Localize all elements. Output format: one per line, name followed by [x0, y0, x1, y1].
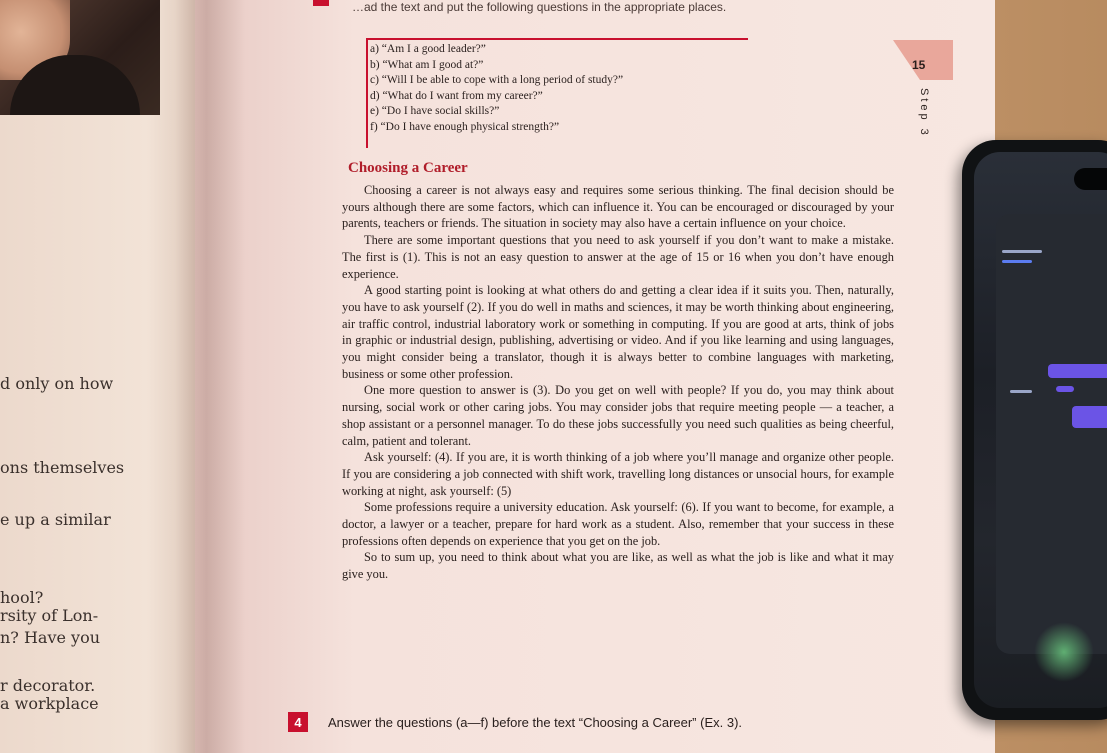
page-number: 15: [912, 58, 926, 72]
exercise3-instruction: …ad the text and put the following questions in the appropriate places.: [352, 0, 727, 14]
article-paragraph: Choosing a career is not always easy and requires some serious thinking. The final decision should be yours although there are some factors, which can influence it. You can be encouraged or discouraged by your parents, teachers or friends. The situation in society may also have a certain influence on your choice.: [342, 183, 894, 231]
question-item: f) “Do I have enough physical strength?”: [370, 120, 560, 133]
article-paragraph: Some professions require a university education. Ask yourself: (6). If you want to become, for example, a doctor, a lawyer or a teacher, prepare for hard work as a student. Also, remember that your success in these professions often depends on experience that you get on the job.: [342, 500, 894, 548]
article-body: [342, 182, 894, 583]
question-item: c) “Will I be able to cope with a long period of study?”: [370, 74, 624, 86]
left-page-line: n? Have you: [0, 628, 101, 647]
phone-ui-chip: [1072, 406, 1107, 428]
left-page-line: d only on how: [0, 374, 114, 393]
phone-notch: [1074, 168, 1107, 190]
exercise4-instruction: Answer the questions (a—f) before the text “Choosing a Career” (Ex. 3).: [328, 714, 743, 730]
phone-ui-chip: [1056, 386, 1074, 392]
phone-ui-bar: [1002, 260, 1032, 263]
questions-list: [370, 42, 623, 135]
left-page-line: a workplace: [0, 694, 99, 713]
left-page-line: hool?: [0, 588, 44, 607]
smartphone: [962, 140, 1107, 720]
exercise4-number-badge: 4: [288, 712, 308, 732]
book-gutter: [175, 0, 245, 753]
phone-screen: [974, 152, 1107, 708]
left-page-line: e up a similar: [0, 510, 111, 529]
left-page-line: r decorator.: [0, 676, 96, 695]
question-item: d) “What do I want from my career?”: [370, 89, 543, 102]
article-paragraph: There are some important questions that you need to ask yourself if you don’t want to make a mistake. The first is (1). This is not an easy question to answer at the age of 15 or 16 when you don’t have enough experience.: [342, 233, 894, 281]
article-title: Choosing a Career: [348, 160, 468, 176]
left-page-line: rsity of Lon-: [0, 606, 99, 625]
phone-app-panel: [996, 214, 1107, 654]
article-paragraph: Ask yourself: (4). If you are, it is worth thinking of a job where you’ll manage and organize other people. If you are considering a job connected with shift work, travelling long distances or unsocial hours, for example working at night, ask yourself: (5): [342, 450, 894, 498]
left-page-line: ons themselves: [0, 458, 125, 477]
phone-ui-bar: [1010, 390, 1032, 393]
article-paragraph: A good starting point is looking at what others do and getting a clear idea if it suits you. Then, naturally, you have to ask yourself (2). If you do well in maths and sciences, it may be worth thinking about engineering, air traffic control, industrial laboratory work or something in computing. If you are good at arts, think of jobs in graphic or industrial design, publishing, advertising or video. And if you like learning and using languages, you might consider being a translator, though it is always better to combine languages with marketing, business or some other profession.: [342, 283, 894, 381]
question-item: e) “Do I have social skills?”: [370, 105, 500, 117]
phone-ui-chip: [1048, 364, 1107, 378]
article-paragraph: One more question to answer is (3). Do you get on well with people? If you do, you may think about nursing, social work or other caring jobs. You may consider jobs that require meeting people — a teacher, a shop assistant or a personnel manager. To do these jobs successfully you need such qualities as being cheerful, calm, patient and tolerant.: [342, 383, 894, 448]
step-side-label: Step 3: [918, 88, 930, 138]
article-paragraph: So to sum up, you need to think about what you are like, as well as what the job is like and what it may give you.: [342, 550, 894, 582]
exercise3-badge: [313, 0, 329, 6]
woman-photo: [0, 0, 160, 115]
question-item: a) “Am I a good leader?”: [370, 43, 486, 55]
exercise4: [288, 712, 742, 732]
phone-screen-glow: [1034, 622, 1094, 682]
question-item: b) “What am I good at?”: [370, 58, 484, 71]
phone-ui-bar: [1002, 250, 1042, 253]
